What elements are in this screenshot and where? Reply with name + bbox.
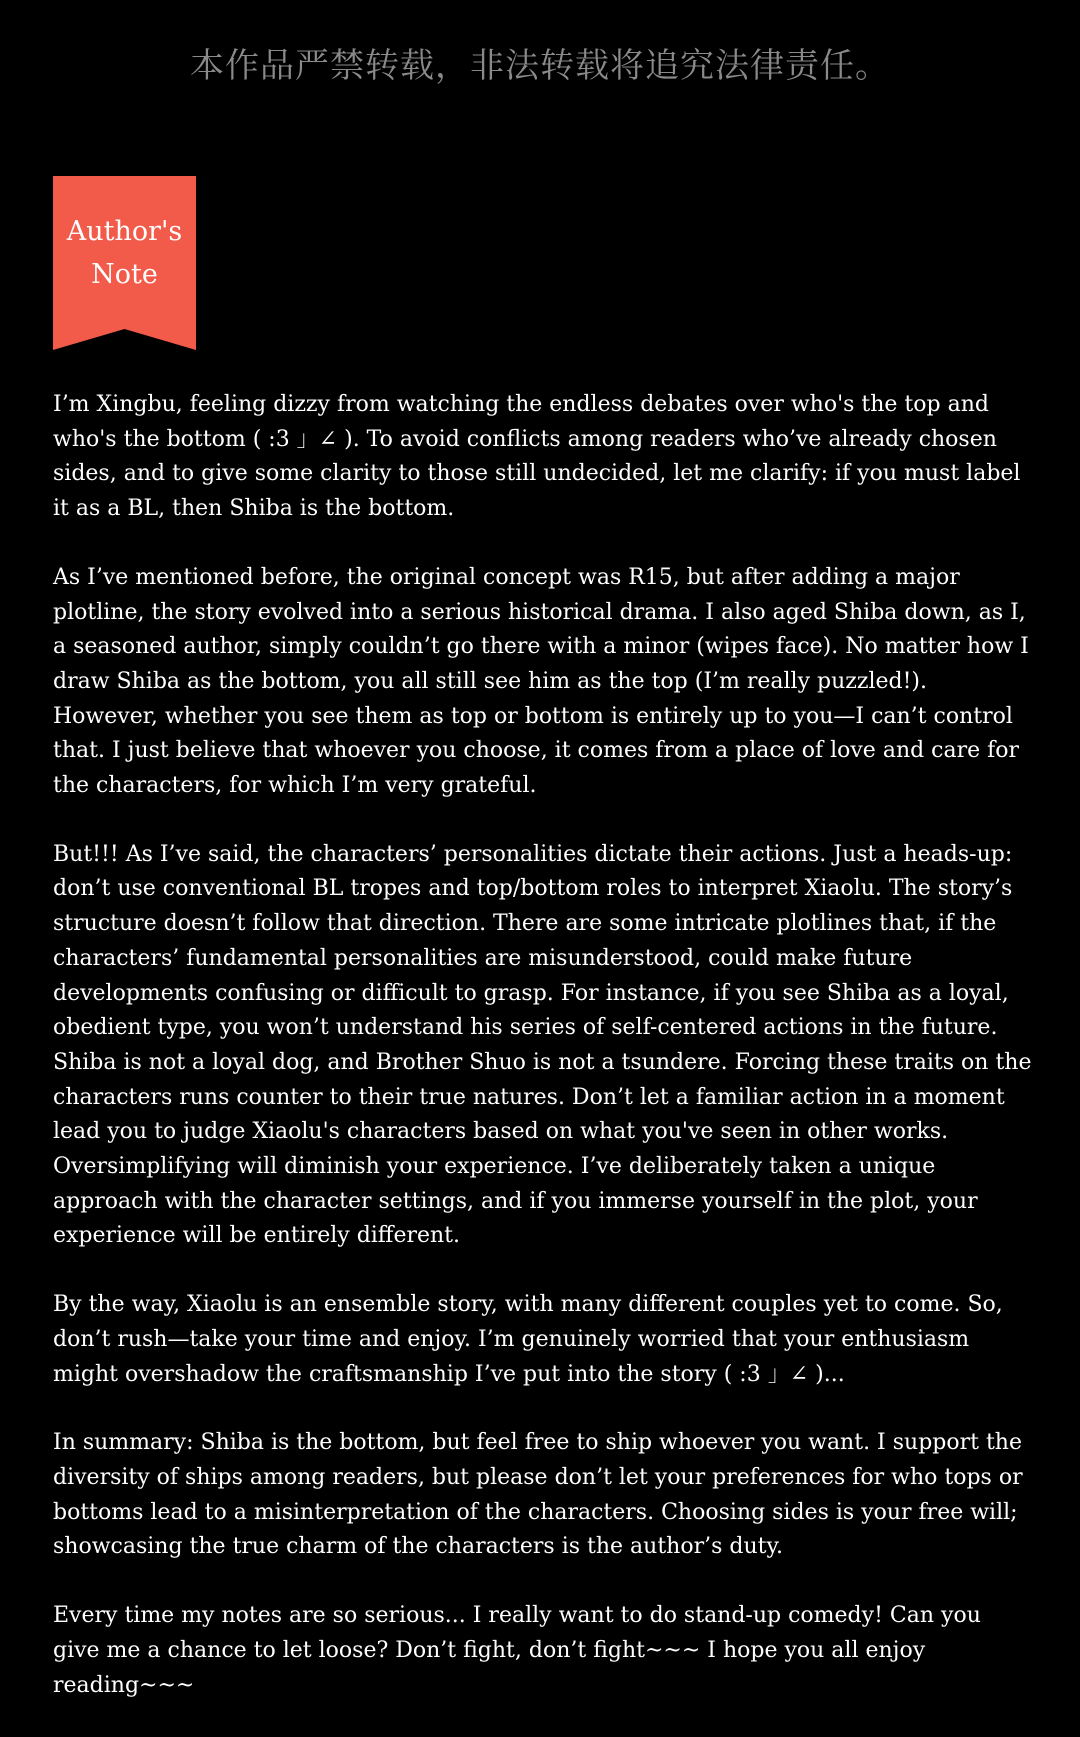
author-note-body <box>53 388 1033 1737</box>
ribbon-label-line1: Author's <box>66 216 183 247</box>
ribbon-label-line2: Note <box>91 259 158 290</box>
note-paragraph-6: Every time my notes are so serious... I really want to do stand-up comedy! Can you give me a chance to let loose? Don’t fight, don’t fight~~~ I hope you all enjoy reading~~~ <box>53 1603 981 1698</box>
note-paragraph-5: In summary: Shiba is the bottom, but feel free to ship whoever you want. I support the diversity of ships among readers, but please don’t let your preferences for who tops or bottoms lead to a misinterpretation of the characters. Choosing sides is your free will; showcasing the true charm of the characters is the author’s duty. <box>53 1430 1023 1560</box>
note-paragraph-4: By the way, Xiaolu is an ensemble story, with many different couples yet to come. So, don’t rush—take your time and enjoy. I’m genuinely worried that your enthusiasm might overshadow the craftsmanship I’ve put into the story ( :3 」∠ )... <box>53 1292 1003 1387</box>
note-paragraph-1: I’m Xingbu, feeling dizzy from watching the endless debates over who's the top and who's the bottom ( :3 」∠ ). To avoid conflicts among readers who’ve already chosen sides, and to give some clarity to those still undecided, let me clarify: if you must label it as a BL, then Shiba is the bottom. <box>53 392 1021 522</box>
note-paragraph-2: As I’ve mentioned before, the original concept was R15, but after adding a major plotline, the story evolved into a serious historical drama. I also aged Shiba down, as I, a seasoned author, simply couldn’t go there with a minor (wipes face). No matter how I draw Shiba as the bottom, you all still see him as the top (I’m really puzzled!). However, whether you see them as top or bottom is entirely up to you—I can’t control that. I just believe that whoever you choose, it comes from a place of love and care for the characters, for which I’m very grateful. <box>53 564 1029 799</box>
ribbon-label <box>53 210 196 296</box>
note-paragraph-3: But!!! As I’ve said, the characters’ personalities dictate their actions. Just a heads-up: don’t use conventional BL tropes and top/bottom roles to interpret Xiaolu. The story’s structure doesn’t follow that direction. There are some intricate plotlines that, if the characters’ fundamental personalities are misunderstood, could make future developments confusing or difficult to grasp. For instance, if you see Shiba as a loyal, obedient type, you won’t understand his series of self-centered actions in the future. Shiba is not a loyal dog, and Brother Shuo is not a tsundere. Forcing these traits on the characters runs counter to their true natures. Don’t let a familiar action in a moment lead you to judge Xiaolu's characters based on what you've seen in other works. Oversimplifying will diminish your experience. I’ve deliberately taken a unique approach with the character settings, and if you immerse yourself in the plot, your experience will be entirely different. <box>53 841 1032 1249</box>
copyright-notice: 本作品严禁转载，非法转载将追究法律责任。 <box>190 46 890 86</box>
author-note-ribbon <box>53 176 196 350</box>
